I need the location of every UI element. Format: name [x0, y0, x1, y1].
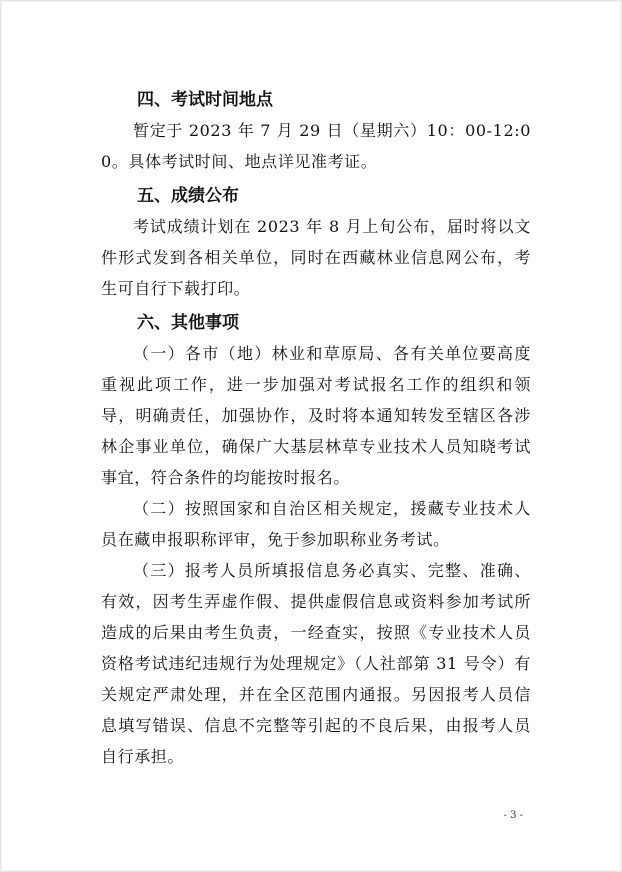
- section-heading-other-matters: 六、其他事项: [137, 313, 239, 333]
- paragraph-exam-time: 暂定于 2023 年 7 月 29 日（星期六）10：00-12:00。具体考试时间、地点详见准考证。: [101, 121, 531, 171]
- section-heading-results: 五、成绩公布: [137, 186, 239, 206]
- page-number: - 3 -: [503, 810, 523, 821]
- paragraph-other-3: （三）报考人员所填报信息务必真实、完整、准确、有效，因考生弄虚作假、提供虚假信息或资料参加考试所造成的后果由考生负责，一经查实，按照《专业技术人员资格考试违纪违规行为处理规定》（人社部第 31 号令）有关规定严肃处理，并在全区范围内通报。另因报考人员信息填写错误、信息不完整等引起的不良后果，由报考人员自行承担。: [101, 561, 531, 766]
- document-body: [101, 85, 531, 772]
- section-heading-exam-time-location: 四、考试时间地点: [137, 90, 273, 110]
- paragraph-other-2: （二）按照国家和自治区相关规定，援藏专业技术人员在藏申报职称评审，免于参加职称业务考试。: [101, 499, 531, 549]
- paragraph-results: 考试成绩计划在 2023 年 8 月上旬公布，届时将以文件形式发到各相关单位，同时在西藏林业信息网公布，考生可自行下载打印。: [101, 217, 531, 298]
- paragraph-other-1: （一）各市（地）林业和草原局、各有关单位要高度重视此项工作，进一步加强对考试报名工作的组织和领导，明确责任，加强协作，及时将本通知转发至辖区各涉林企事业单位，确保广大基层林草专业技术人员知晓考试事宜，符合条件的均能按时报名。: [101, 344, 531, 487]
